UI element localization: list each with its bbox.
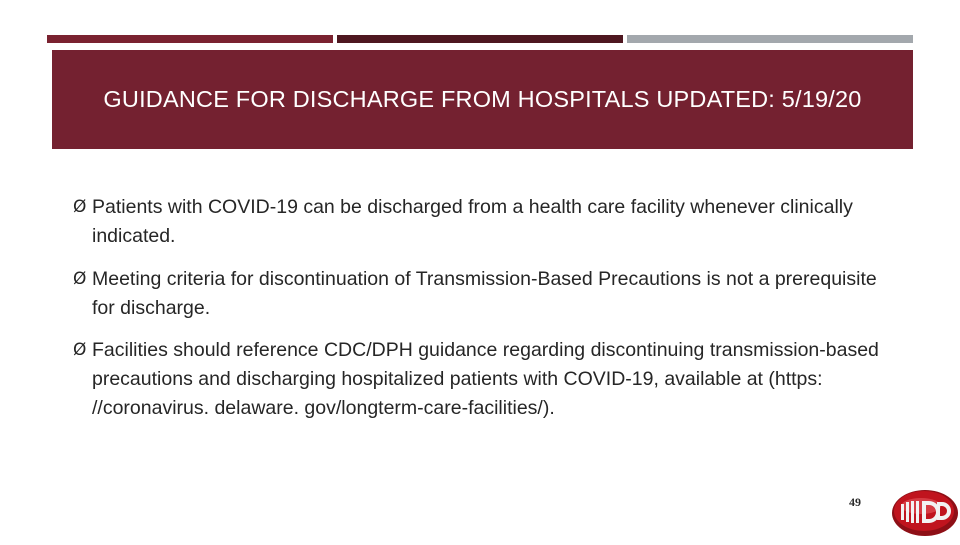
title-banner — [52, 50, 913, 149]
accent-bar-right — [627, 35, 913, 43]
dph-logo-icon — [885, 480, 960, 540]
bullet-item — [73, 336, 893, 423]
accent-bar-middle — [337, 35, 623, 43]
bullet-item — [73, 193, 893, 251]
top-accent-bars — [47, 35, 913, 43]
page-number: 49 — [849, 495, 861, 509]
bullet-text: Facilities should reference CDC/DPH guidance regarding discontinuing transmission-based precautions and discharging hospitalized patients with COVID-19, available at (https: //coronavirus. delaware. gov/longterm-care-facilities/). — [92, 339, 879, 419]
bullet-text: Patients with COVID-19 can be discharged from a health care facility whenever clinically indicated. — [92, 196, 853, 247]
bullet-text: Meeting criteria for discontinuation of Transmission-Based Precautions is not a prerequisite for discharge. — [92, 268, 877, 319]
slide-title: GUIDANCE FOR DISCHARGE FROM HOSPITALS UPDATED: 5/19/20 — [103, 86, 862, 112]
bullet-item — [73, 265, 893, 323]
bullet-list — [73, 193, 893, 443]
bullet-marker: Ø — [73, 197, 87, 217]
bullet-marker: Ø — [73, 269, 87, 289]
bullet-marker: Ø — [73, 340, 87, 360]
accent-bar-left — [47, 35, 333, 43]
dph-logo-graphic — [885, 480, 960, 540]
